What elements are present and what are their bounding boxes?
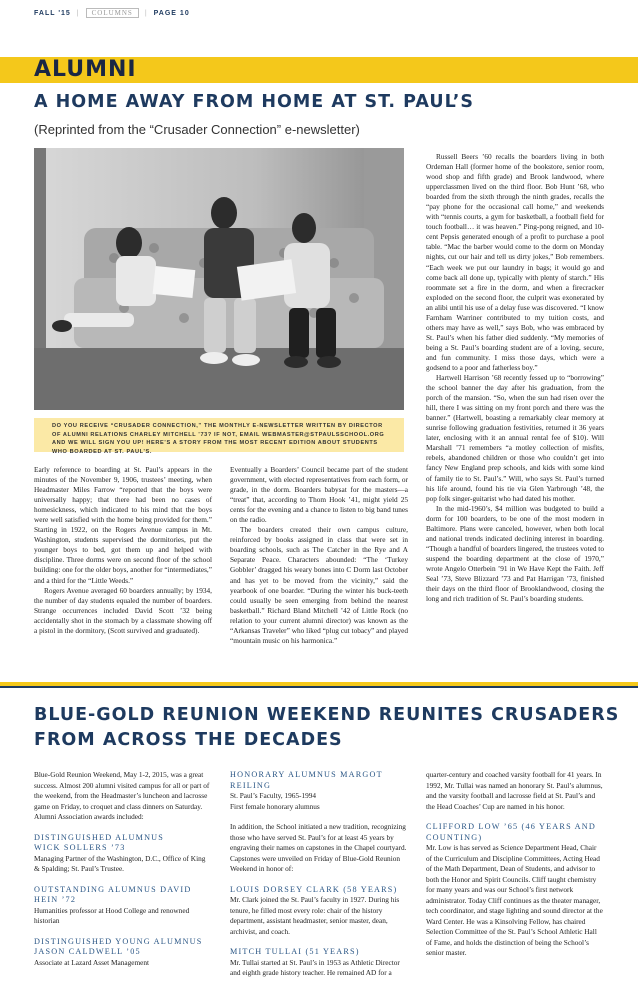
paragraph: Early reference to boarding at St. Paul’s appears in the minutes of the November 9, 1906, trustees’ meeting, when Headmaster Miles Farrow “reported that the boys were universally happy; that there had been no cases of homesickness, which indicated to his mind that the boys were well satisfied with the home being provided for them.” Starting in 1922, on the Rogers Avenue campus in Mt. Washington, students supervised the dormitories, put the younger boys to bed, got them up and helped with discipline. Three dorms were on second floor of the school building: one for the older boys, another for “intermediates,” and a third for the “Little Weeds.” [34, 465, 212, 585]
paragraph: Russell Beers ’60 recalls the boarders living in both Ordeman Hall (former home of the bookstore, senior room, wood shop and fifth grade) and Brook landwood, where upperclassmen lived on the third floor. Bob Hunt ’68, who boarded from the sixth through the ninth grades, recalls the “pay phone for the occasional call home,” and weekends with “tennis courts, a gym for basketball, a football field for touch football… it was heaven.” Ping-pong reigned, and 10-cent Pepsis generated enough of a profit to purchase a pool table. “Mac the barber would come to the dorm on Monday nights, cut our hair and tell us dirty jokes,” Bob remembers. “Each week we put our laundry in bags; it would go and come back all done up, typically with plenty of starch.” His roommate set a fire in the dorm, and when a firecracker exploded on the second floor, the culprit was exonerated by an alibi until his use of a delay fuse was discovered. “I know Farnham Warriner contributed to my tuition costs, and others may have as well,” says Bob, who was embraced by St. Paul’s when his father died suddenly. “My memories of being a St. Paul’s boarding student are of a loving, secure, and fun community. I miss those days, which were a godsend to a poor and fatherless boy.” [426, 152, 604, 372]
boarders-photo [34, 148, 404, 410]
article-title: A HOME AWAY FROM HOME AT ST. PAUL’S [34, 92, 474, 112]
capstone-description: Mr. Low is has served as Science Department Head, Chair of the Curriculum and Discipline Committees, Acting Head of the Math Department, Dean of Students, and advisor to both the Honor and Spirit Councils. Cliff taught chemistry for many years and was our School’s first network administrator. Today Cliff continues as the theater manager, tech coordinator, and stage lighting and sound director at the Ward Center. He was a Kinsolving Fellow, has chaired Selection Committee of the St. Paul’s School Athletic Hall of Fame, and holds the distinction of being the School’s senior master. [426, 843, 603, 957]
paragraph: Hartwell Harrison ’68 recently fessed up to “borrowing” the school banner the day after his graduation, from the porch of the mansion. “So, when the sun had risen over the hill, there I was sitting on my front porch and there was the banner.” (Hartwell, boasting a remarkably clear memory at sunrise following graduation festivities, returned it 36 years later, enclosing with it an annual rental fee of $10). Will Marshall ’71 remembers “a motley collection of misfits, rebels, abandoned children or those who couldn’t get into fancy New England prep schools, and kids with some kind of family tie to St. Paul’s.” Will, who says St. Paul’s turned his life around, found his tie via Glen Yarbrough ’48, the pop folk singer-guitarist who had dated his mother. [426, 373, 604, 503]
page-number: PAGE 10 [153, 9, 190, 17]
award-recipient: JASON CALDWELL ’05 [34, 947, 141, 956]
article-subtitle: (Reprinted from the “Crusader Connection” e-newsletter) [34, 122, 360, 137]
award-heading: HONORARY ALUMNUS MARGOT REILING [230, 770, 383, 790]
article2-title [34, 703, 624, 753]
award-heading [34, 937, 212, 958]
article2-title-line: BLUE-GOLD REUNION WEEKEND REUNITES CRUSADERS [34, 705, 620, 725]
reunion-column-3 [426, 770, 604, 959]
award-heading [34, 833, 212, 854]
paragraph: Rogers Avenue averaged 60 boarders annually; by 1934, the number of day students equaled the number of boarders. Strange occurrences included David Scott ’32 being accidentally shot in the stomach by a classmate showing off a pistol in the dormitory, (Scott survived and graduated). [34, 585, 212, 635]
paragraph: In the mid-1960’s, $4 million was budgeted to build a dorm for 100 boarders, to be one of the most modern in Baltimore. Plans were canceled, however, when both local and national trends indicated declining interest in boarding. “Though a handful of boarders lingered, the trustees voted to suspend the boarding department at the close of 1970,” wrote Angelo Otterbein ’91 in We Have Kept the Faith. Jeff Seal ’73, Steve Blizzard ’73 and Pat Harrigan ’73, finished their days on the third floor of Brooklandwood, closing the long and rich tradition of St. Paul’s boarding students. [426, 503, 604, 604]
issue-season: FALL '15 [34, 9, 71, 17]
award-description: First female honorary alumnus [230, 801, 320, 811]
capstone-heading: CLIFFORD LOW ’65 (46 YEARS AND COUNTING) [426, 822, 596, 842]
capstone-heading: LOUIS DORSEY CLARK (58 YEARS) [230, 884, 398, 894]
award-heading: OUTSTANDING ALUMNUS DAVID HEIN ’72 [34, 884, 192, 904]
header-separator: | [76, 9, 80, 17]
article2-title-line: FROM ACROSS THE DECADES [34, 730, 343, 750]
award-description: St. Paul’s Faculty, 1965-1994 [230, 791, 317, 800]
award-description: Humanities professor at Hood College and renowned historian [34, 905, 190, 925]
paragraph: Blue-Gold Reunion Weekend, May 1-2, 2015, was a great success. Almost 200 alumni visited campus for all or part of the weekend, from the Headmaster’s luncheon and lacrosse game on Friday, to croquet and class dinners on Saturday. Alumni Association awards included: [34, 770, 210, 821]
photo-illustration [34, 148, 404, 410]
paragraph: In addition, the School initiated a new tradition, recognizing those who have served St. Paul’s for at least 45 years by engraving their names on capstones in the Chapel courtyard. Capstones were unveiled on Friday of Blue-Gold Reunion Weekend in honor of: [230, 822, 407, 873]
award-recipient: WICK SOLLERS ’73 [34, 843, 126, 852]
award-title: DISTINGUISHED ALUMNUS [34, 832, 165, 842]
paragraph: The boarders created their own campus culture, reinforced by books assigned in class that were set in boarding schools, such as The Catcher in the Rye and A Separate Peace. Characters abounded: “The ‘Turkey Gobbler’ dragged his weary bones into C Dorm last October and has yet to be moved from the vicinity,” said the yearbook of one boarder. “During the winter his buck-teeth could usually be seen emerging from behind the nearest basketball.” Richard Bland Mitchell ’42 of Little Rock (no relation to your current alumni director) was known as the “Arkansas Traveler” who liked “plug cut tobacy” and played “mountain music on his harmonica.” [230, 525, 408, 645]
section-label: COLUMNS [86, 8, 139, 18]
page-header [34, 8, 190, 18]
capstone-description: Mr. Clark joined the St. Paul’s faculty in 1927. During his tenure, he filled most every role: chair of the history department, assistant headmaster, senior master, dean, archivist, and coach. [230, 895, 400, 936]
capstone-description: quarter-century and coached varsity football for 41 years. In 1992, Mr. Tullai was named an honorary St. Paul’s alumnus, and the varsity football and lacrosse field at St. Paul’s and the Head Coaches’ Cup are named in his honor. [426, 770, 603, 811]
photo-caption: DO YOU RECEIVE “CRUSADER CONNECTION,” THE MONTHLY E-NEWSLETTER WRITTEN BY DIRECTOR OF ALUMNI RELATIONS CHARLEY MITCHELL ’73? IF NOT, EMAIL WEBMASTER@STPAULSSCHOOL.ORG AND WE WILL SIGN YOU UP! HERE’S A STORY FROM THE MOST RECENT EDITION ABOUT STUDENTS WHO BOARDED AT ST. PAUL’S. [52, 423, 385, 455]
article-column-3 [426, 152, 604, 604]
article-column-1 [34, 465, 212, 636]
capstone-heading: MITCH TULLAI (51 YEARS) [230, 947, 360, 956]
reunion-column-2 [230, 770, 408, 979]
award-title: DISTINGUISHED YOUNG ALUMNUS [34, 936, 203, 946]
header-separator: | [144, 9, 148, 17]
capstone-description: Mr. Tullai started at St. Paul’s in 1953 as Athletic Director and eighth grade history teacher. He remained AD for a [230, 957, 400, 977]
article-column-2 [230, 465, 408, 646]
section-title: ALUMNI [34, 57, 137, 82]
reunion-column-1 [34, 770, 212, 968]
photo-caption-box [34, 418, 404, 455]
section-divider [0, 686, 638, 688]
paragraph: Eventually a Boarders’ Council became part of the student government, with elected representatives from each form, or grade, in the dorm. Boarders babysat for the masters—a “treat” that, according to Thom Hook ’41, might yield 25 cents for the evening and a chance to listen to big band tunes on the radio. [230, 465, 408, 525]
award-description: Associate at Lazard Asset Management [34, 957, 150, 967]
award-description: Managing Partner of the Washington, D.C., Office of King & Spalding; St. Paul’s Trustee. [34, 853, 206, 873]
